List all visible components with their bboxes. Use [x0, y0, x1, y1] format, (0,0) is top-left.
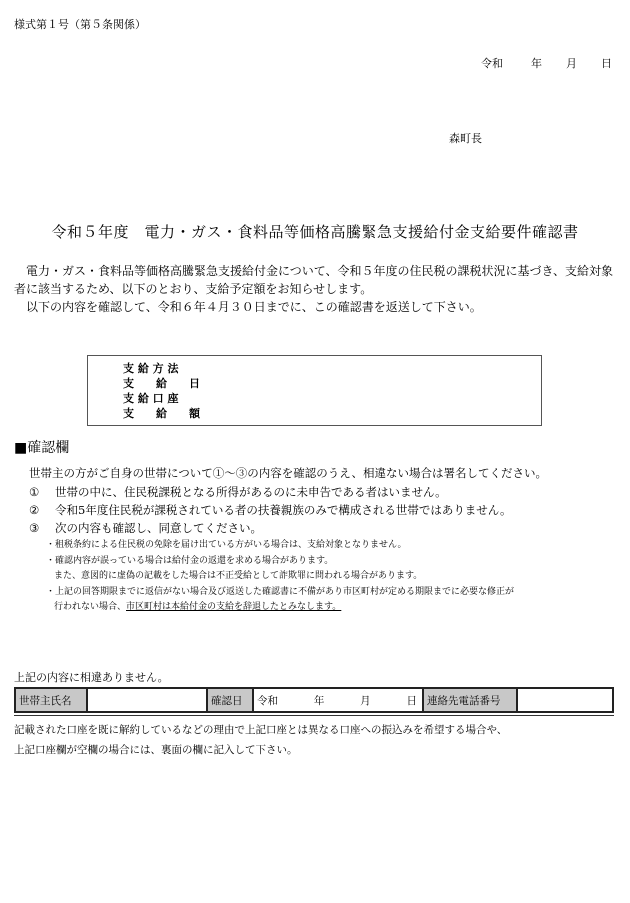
intro-paragraph-2: 以下の内容を確認して、令和６年４月３０日までに、この確認書を返送して下さい。: [14, 300, 482, 314]
document-title: 令和５年度 電力・ガス・食料品等価格高騰緊急支援給付金支給要件確認書: [51, 223, 579, 241]
date-year: 年: [531, 57, 542, 70]
note-fraud: また、意図的に虚偽の記載をした場合は不正受給として詐欺罪に問われる場合があります。: [54, 571, 423, 581]
note-deadline-cont-text: 行われない場合、: [54, 602, 127, 612]
intro-paragraph-1: 電力・ガス・食料品等価格高騰緊急支援給付金について、令和５年度の住民税の課税状況に基づき、支給対象者に該当するため、以下のとおり、支給予定額をお知らせします。: [14, 264, 614, 296]
footer-note: [14, 720, 614, 760]
footer-line-2: 上記口座欄が空欄の場合には、裏面の欄に記入して下さい。: [14, 744, 298, 756]
confirm-date-label: 確認日: [207, 688, 253, 712]
payment-account-label: 支 給 口 座: [123, 392, 179, 405]
date-day: 日: [601, 57, 612, 70]
confirm-date-field[interactable]: [253, 688, 423, 712]
sig-month: 月: [360, 694, 371, 707]
date-era: 令和: [481, 57, 503, 70]
signature-table: [14, 687, 614, 713]
payment-info-box: [87, 355, 542, 426]
phone-label: 連絡先電話番号: [423, 688, 517, 712]
issue-date-line: [481, 55, 612, 71]
footer-line-1: 記載された口座を既に解約しているなどの理由で上記口座とは異なる口座への振込みを希望する場合や、: [14, 724, 508, 736]
note-deemed-declined: 市区町村は本給付金の支給を辞退したとみなします。: [126, 602, 342, 612]
confirm-item-text: 次の内容も確認し、同意してください。: [55, 521, 262, 535]
payment-method-label: 支 給 方 法: [123, 362, 179, 375]
sig-era: 令和: [257, 694, 278, 707]
payment-amount-label: 支 給 額: [123, 407, 200, 420]
confirm-item-1: [29, 484, 447, 500]
confirm-item-number: ②: [29, 503, 40, 517]
confirm-item-3: [29, 520, 262, 536]
note-deadline-cont: [54, 600, 341, 614]
addressee: 森町長: [449, 132, 482, 145]
note-tax-treaty: ・租税条約による住民税の免除を届け出ている方がいる場合は、支給対象となりません。: [46, 540, 407, 550]
confirm-section-heading: ■確認欄: [14, 440, 70, 456]
note-deadline: ・上記の回答期限までに返信がない場合及び返送した確認書に不備があり市区町村が定める期限までに必要な修正が: [46, 587, 515, 597]
divider: [14, 715, 614, 716]
householder-name-label: 世帯主氏名: [15, 688, 87, 712]
confirm-item-number: ①: [29, 485, 40, 499]
intro-text: [14, 262, 614, 316]
agreement-statement: 上記の内容に相違ありません。: [14, 671, 169, 684]
payment-date-label: 支 給 日: [123, 377, 200, 390]
note-refund: ・確認内容が誤っている場合は給付金の返還を求める場合があります。: [46, 556, 334, 566]
form-number: 様式第１号（第５条関係）: [14, 18, 146, 31]
confirm-item-2: [29, 502, 512, 518]
confirm-item-number: ③: [29, 521, 40, 535]
confirm-item-text: 令和5年度住民税が課税されている者の扶養親族のみで構成される世帯ではありません。: [55, 503, 512, 517]
confirm-item-text: 世帯の中に、住民税課税となる所得があるのに未申告である者はいません。: [55, 485, 447, 499]
sig-day: 日: [406, 694, 417, 707]
date-month: 月: [566, 57, 577, 70]
householder-name-field[interactable]: [87, 688, 207, 712]
confirm-lead-text: 世帯主の方がご自身の世帯について①～③の内容を確認のうえ、相違ない場合は署名してください。: [29, 466, 547, 480]
sig-year: 年: [313, 694, 325, 707]
phone-field[interactable]: [517, 688, 613, 712]
